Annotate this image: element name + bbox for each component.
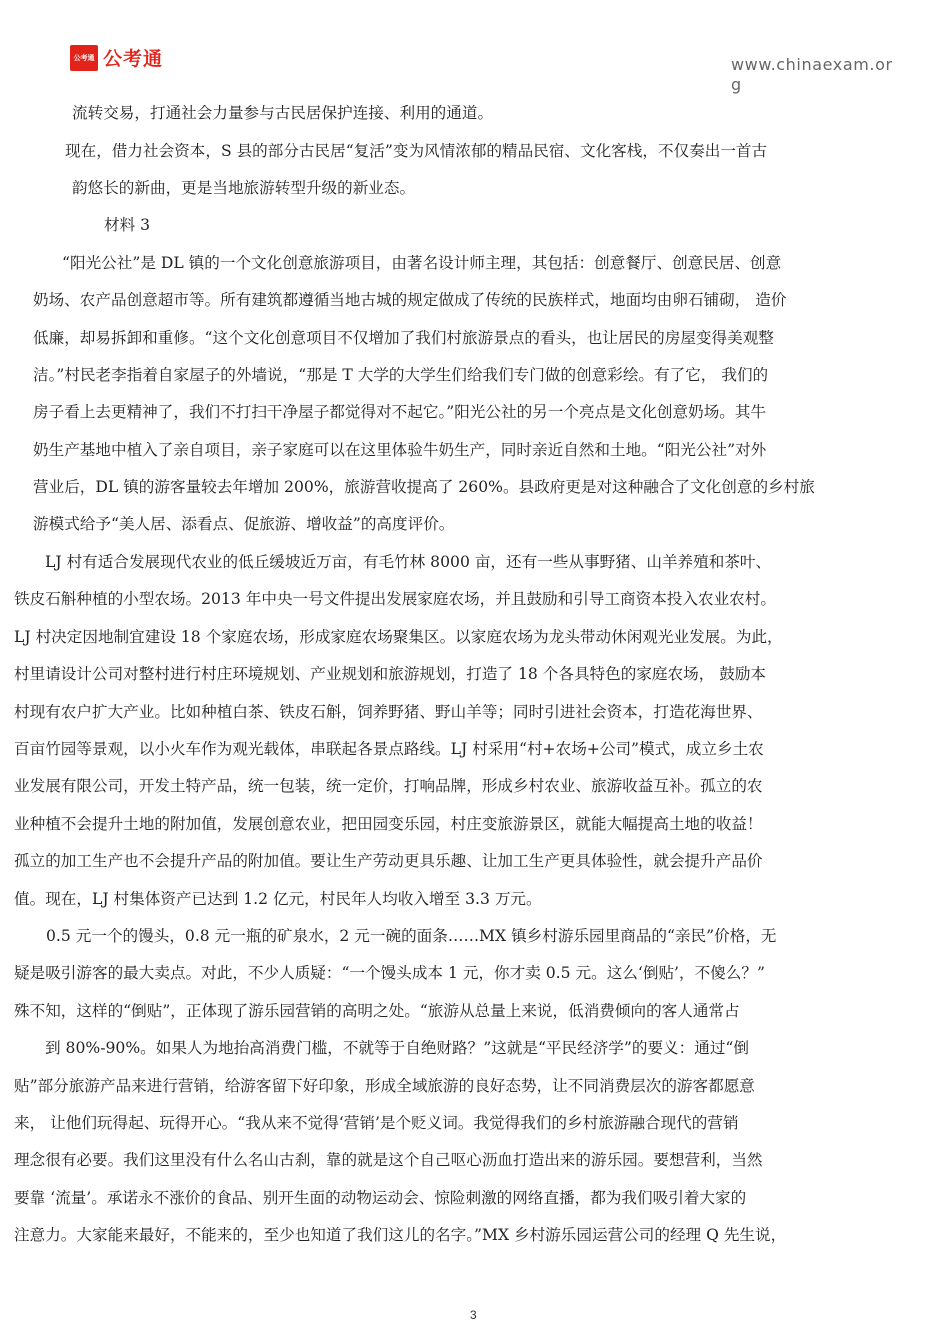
text-line: 房子看上去更精神了，我们不打扫干净屋子都觉得对不起它。”阳光公社的另一个亮点是文化创意奶场。其牛 bbox=[33, 403, 767, 421]
text-line: 村里请设计公司对整村进行村庄环境规划、产业规划和旅游规划，打造了 18 个各具特色的家庭农场， 鼓励本 bbox=[14, 665, 767, 683]
text-line: 殊不知，这样的“倒贴”，正体现了游乐园营销的高明之处。“旅游从总量上来说，低消费倾向的客人通常占 bbox=[14, 1002, 740, 1020]
text-line: 奶生产基地中植入了亲自项目，亲子家庭可以在这里体验牛奶生产，同时亲近自然和土地。“阳光公社”对外 bbox=[33, 441, 767, 459]
logo-badge: 公考通 bbox=[70, 45, 98, 71]
logo[interactable] bbox=[70, 44, 163, 71]
text-line: 来， 让他们玩得起、玩得开心。“我从来不觉得‘营销’是个贬义词。我觉得我们的乡村旅游融合现代的营销 bbox=[14, 1114, 739, 1132]
text-line: 营业后，DL 镇的游客量较去年增加 200%，旅游营收提高了 260%。县政府更是对这种融合了文化创意的乡村旅 bbox=[33, 478, 815, 496]
text-line: 业种植不会提升土地的附加值，发展创意农业，把田园变乐园，村庄变旅游景区，就能大幅提高土地的收益！ bbox=[14, 815, 763, 833]
text-line: 奶场、农产品创意超市等。所有建筑都遵循当地古城的规定做成了传统的民族样式，地面均由卵石铺砌， 造价 bbox=[33, 291, 787, 309]
text-line: 现在，借力社会资本，S 县的部分古民居“复活”变为风情浓郁的精品民宿、文化客栈，不仅奏出一首古 bbox=[65, 142, 768, 160]
text-line: 到 80%-90%。如果人为地抬高消费门槛，不就等于自绝财路？”这就是“平民经济学”的要义：通过“倒 bbox=[45, 1039, 749, 1057]
text-line: 贴”部分旅游产品来进行营销，给游客留下好印象，形成全域旅游的良好态势，让不同消费层次的游客都愿意 bbox=[14, 1077, 755, 1095]
text-line: 韵悠长的新曲，更是当地旅游转型升级的新业态。 bbox=[72, 179, 416, 197]
page-header bbox=[0, 0, 950, 100]
text-line: 铁皮石斛种植的小型农场。2013 年中央一号文件提出发展家庭农场，并且鼓励和引导工商资本投入农业农村。 bbox=[14, 590, 776, 608]
text-line: 游模式给予“美人居、添看点、促旅游、增收益”的高度评价。 bbox=[33, 515, 455, 533]
text-line: 0.5 元一个的馒头，0.8 元一瓶的矿泉水，2 元一碗的面条……MX 镇乡村游乐园里商品的“亲民”价格，无 bbox=[46, 927, 777, 945]
section-heading: 材料 3 bbox=[104, 216, 151, 234]
text-line: “阳光公社”是 DL 镇的一个文化创意旅游项目，由著名设计师主理，其包括：创意餐厅、创意民居、创意 bbox=[62, 254, 782, 272]
text-line: 流转交易，打通社会力量参与古民居保护连接、利用的通道。 bbox=[72, 104, 494, 122]
text-line: 业发展有限公司，开发土特产品，统一包装，统一定价，打响品牌，形成乡村农业、旅游收益互补。孤立的农 bbox=[14, 777, 763, 795]
text-line: 疑是吸引游客的最大卖点。对此，不少人质疑：“一个馒头成本 1 元，你才卖 0.5 元。这么‘倒贴’，不傻么？” bbox=[14, 964, 765, 982]
text-line: LJ 村有适合发展现代农业的低丘缓坡近万亩，有毛竹林 8000 亩，还有一些从事野猪、山羊养殖和茶叶、 bbox=[45, 553, 772, 571]
text-line: 要靠 ‘流量’。承诺永不涨价的食品、别开生面的动物运动会、惊险刺激的网络直播，都为我们吸引着大家的 bbox=[14, 1189, 747, 1207]
text-line: 洁。”村民老李指着自家屋子的外墙说，“那是 T 大学的大学生们给我们专门做的创意彩绘。有了它， 我们的 bbox=[33, 366, 769, 384]
page-number: 3 bbox=[470, 1308, 477, 1322]
text-line: 低廉，却易拆卸和重修。“这个文化创意项目不仅增加了我们村旅游景点的看头，也让居民的房屋变得美观整 bbox=[33, 329, 774, 347]
text-line: LJ 村决定因地制宜建设 18 个家庭农场，形成家庭农场聚集区。以家庭农场为龙头带动休闲观光业发展。为此， bbox=[14, 628, 783, 646]
text-line: 理念很有必要。我们这里没有什么名山古刹，靠的就是这个自己呕心沥血打造出来的游乐园。要想营利，当然 bbox=[14, 1151, 763, 1169]
text-line: 百亩竹园等景观，以小火车作为观光载体，串联起各景点路线。LJ 村采用“村+农场+公司”模式，成立乡土农 bbox=[14, 740, 764, 758]
text-line: 孤立的加工生产也不会提升产品的附加值。要让生产劳动更具乐趣、让加工生产更具体验性，就会提升产品价 bbox=[14, 852, 763, 870]
text-line: 村现有农户扩大产业。比如种植白茶、铁皮石斛，饲养野猪、野山羊等；同时引进社会资本，打造花海世界、 bbox=[14, 703, 763, 721]
text-line: 值。现在，LJ 村集体资产已达到 1.2 亿元，村民年人均收入增至 3.3 万元。 bbox=[14, 890, 542, 908]
logo-text: 公考通 bbox=[103, 48, 164, 70]
site-url: www.chinaexam.org bbox=[731, 55, 893, 94]
text-line: 注意力。大家能来最好，不能来的，至少也知道了我们这儿的名字。”MX 乡村游乐园运营公司的经理 Q 先生说， bbox=[14, 1226, 787, 1244]
